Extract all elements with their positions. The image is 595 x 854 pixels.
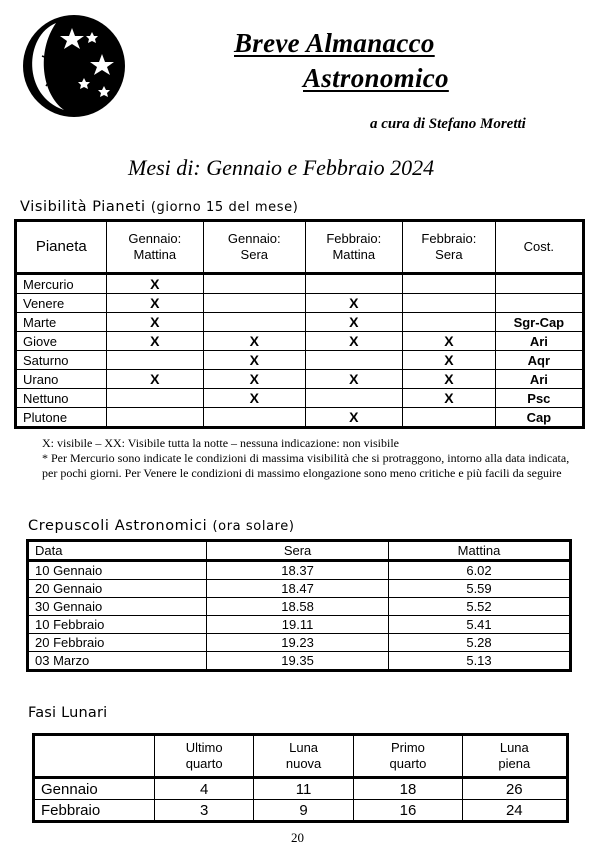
visibility-cell: X	[106, 332, 204, 351]
date-cell: 03 Marzo	[28, 652, 207, 671]
col-cost: Cost.	[495, 221, 583, 274]
col-luna-nuova	[253, 735, 353, 778]
table-row	[16, 389, 584, 408]
col-empty	[34, 735, 155, 778]
mattina-cell: 6.02	[389, 561, 571, 580]
visibility-cell: X	[204, 389, 305, 408]
col-data: Data	[28, 541, 207, 561]
col-mattina: Mattina	[389, 541, 571, 561]
visibility-cell: X	[305, 332, 403, 351]
planet-name: Urano	[16, 370, 107, 389]
col-luna-piena	[462, 735, 567, 778]
table-row	[28, 634, 571, 652]
sera-cell: 19.23	[207, 634, 389, 652]
twilight-table	[26, 539, 572, 672]
visibility-cell: X	[305, 313, 403, 332]
visibility-cell: X	[106, 274, 204, 294]
phase-day-cell: 4	[155, 778, 253, 800]
col-pianeta: Pianeta	[16, 221, 107, 274]
visibility-cell	[106, 408, 204, 428]
date-cell: 20 Febbraio	[28, 634, 207, 652]
mattina-cell: 5.28	[389, 634, 571, 652]
visibility-cell	[106, 389, 204, 408]
mattina-cell: 5.41	[389, 616, 571, 634]
constellation-cell: Psc	[495, 389, 583, 408]
visibility-heading	[20, 199, 298, 215]
visibility-cell: X	[403, 389, 496, 408]
sera-cell: 18.47	[207, 580, 389, 598]
table-row	[28, 580, 571, 598]
table-row	[16, 294, 584, 313]
table-row	[28, 598, 571, 616]
twilight-heading	[28, 518, 295, 534]
month-cell: Gennaio	[34, 778, 155, 800]
col-label: Febbraio: Sera	[421, 231, 477, 262]
mattina-cell: 5.59	[389, 580, 571, 598]
col-febbraio-mattina	[305, 221, 403, 274]
col-label: Ultimo quarto	[185, 740, 223, 771]
planet-name: Mercurio	[16, 274, 107, 294]
moon-header-row	[34, 735, 568, 778]
date-cell: 10 Febbraio	[28, 616, 207, 634]
title-line-1: Breve Almanacco	[234, 28, 435, 58]
title-line-2: Astronomico	[303, 63, 449, 93]
visibility-cell	[305, 274, 403, 294]
visibility-cell: X	[204, 332, 305, 351]
twilight-header-row	[28, 541, 571, 561]
planet-name: Giove	[16, 332, 107, 351]
constellation-cell: Sgr-Cap	[495, 313, 583, 332]
table-row	[28, 616, 571, 634]
visibility-cell	[403, 294, 496, 313]
table-row	[16, 408, 584, 428]
table-row	[16, 332, 584, 351]
visibility-subheading: (giorno 15 del mese)	[150, 200, 299, 215]
date-cell: 10 Gennaio	[28, 561, 207, 580]
visibility-cell: X	[403, 351, 496, 370]
twilight-subheading: (ora solare)	[212, 519, 295, 534]
table-row	[34, 778, 568, 800]
planet-name: Marte	[16, 313, 107, 332]
visibility-cell	[403, 274, 496, 294]
table-row	[28, 652, 571, 671]
visibility-cell	[204, 313, 305, 332]
visibility-cell	[106, 351, 204, 370]
moon-stars-icon	[22, 14, 126, 118]
visibility-cell: X	[106, 294, 204, 313]
constellation-cell: Aqr	[495, 351, 583, 370]
col-sera: Sera	[207, 541, 389, 561]
col-label: Gennaio: Mattina	[128, 231, 182, 262]
col-label: Luna piena	[498, 740, 531, 771]
page-number: 20	[291, 830, 304, 845]
planet-name: Plutone	[16, 408, 107, 428]
constellation-cell: Ari	[495, 370, 583, 389]
legend-text: X: visibile – XX: Visibile tutta la notte – nessuna indicazione: non visibile	[42, 436, 400, 450]
table-row	[16, 274, 584, 294]
visibility-cell: X	[204, 351, 305, 370]
planet-name: Venere	[16, 294, 107, 313]
constellation-cell	[495, 294, 583, 313]
phase-day-cell: 24	[462, 800, 567, 822]
moon-heading: Fasi Lunari	[28, 705, 108, 721]
col-label: Primo quarto	[389, 740, 427, 771]
visibility-cell	[204, 274, 305, 294]
visibility-table	[14, 219, 585, 429]
visibility-cell	[305, 389, 403, 408]
col-label: Febbraio: Mattina	[326, 231, 382, 262]
table-row	[34, 800, 568, 822]
visibility-cell	[204, 408, 305, 428]
footnote-text: * Per Mercurio sono indicate le condizioni di massima visibilità che si protraggono, intorno alla data indicata, per pochi giorni. Per Venere le condizioni di massimo elongazione sono meno critiche e più facili da seguire	[42, 451, 570, 480]
visibility-header-row	[16, 221, 584, 274]
months-title: Mesi di: Gennaio e Febbraio 2024	[128, 155, 435, 180]
constellation-cell: Ari	[495, 332, 583, 351]
date-cell: 20 Gennaio	[28, 580, 207, 598]
sera-cell: 19.11	[207, 616, 389, 634]
phase-day-cell: 18	[354, 778, 462, 800]
phase-day-cell: 16	[354, 800, 462, 822]
table-row	[16, 370, 584, 389]
constellation-cell	[495, 274, 583, 294]
month-cell: Febbraio	[34, 800, 155, 822]
col-primo-quarto	[354, 735, 462, 778]
author: a cura di Stefano Moretti	[370, 116, 526, 132]
col-gennaio-sera	[204, 221, 305, 274]
twilight-heading-text: Crepuscoli Astronomici	[28, 518, 208, 534]
visibility-cell: X	[403, 332, 496, 351]
date-cell: 30 Gennaio	[28, 598, 207, 616]
visibility-heading-text: Visibilità Pianeti	[20, 199, 146, 215]
table-row	[16, 313, 584, 332]
visibility-cell: X	[403, 370, 496, 389]
phase-day-cell: 11	[253, 778, 353, 800]
table-row	[28, 561, 571, 580]
visibility-cell	[204, 294, 305, 313]
visibility-cell	[403, 408, 496, 428]
visibility-cell: X	[305, 370, 403, 389]
mattina-cell: 5.52	[389, 598, 571, 616]
visibility-cell: X	[305, 294, 403, 313]
visibility-cell: X	[204, 370, 305, 389]
planet-name: Saturno	[16, 351, 107, 370]
sera-cell: 18.37	[207, 561, 389, 580]
mattina-cell: 5.13	[389, 652, 571, 671]
col-febbraio-sera	[403, 221, 496, 274]
visibility-cell: X	[305, 408, 403, 428]
col-label: Gennaio: Sera	[227, 231, 281, 262]
constellation-cell: Cap	[495, 408, 583, 428]
col-ultimo-quarto	[155, 735, 253, 778]
phase-day-cell: 26	[462, 778, 567, 800]
sera-cell: 19.35	[207, 652, 389, 671]
moon-table	[32, 733, 569, 823]
visibility-cell	[403, 313, 496, 332]
phase-day-cell: 3	[155, 800, 253, 822]
col-gennaio-mattina	[106, 221, 204, 274]
table-row	[16, 351, 584, 370]
visibility-cell: X	[106, 313, 204, 332]
col-label: Luna nuova	[285, 740, 322, 771]
visibility-cell: X	[106, 370, 204, 389]
sera-cell: 18.58	[207, 598, 389, 616]
phase-day-cell: 9	[253, 800, 353, 822]
planet-name: Nettuno	[16, 389, 107, 408]
visibility-cell	[305, 351, 403, 370]
visibility-note	[42, 436, 582, 481]
